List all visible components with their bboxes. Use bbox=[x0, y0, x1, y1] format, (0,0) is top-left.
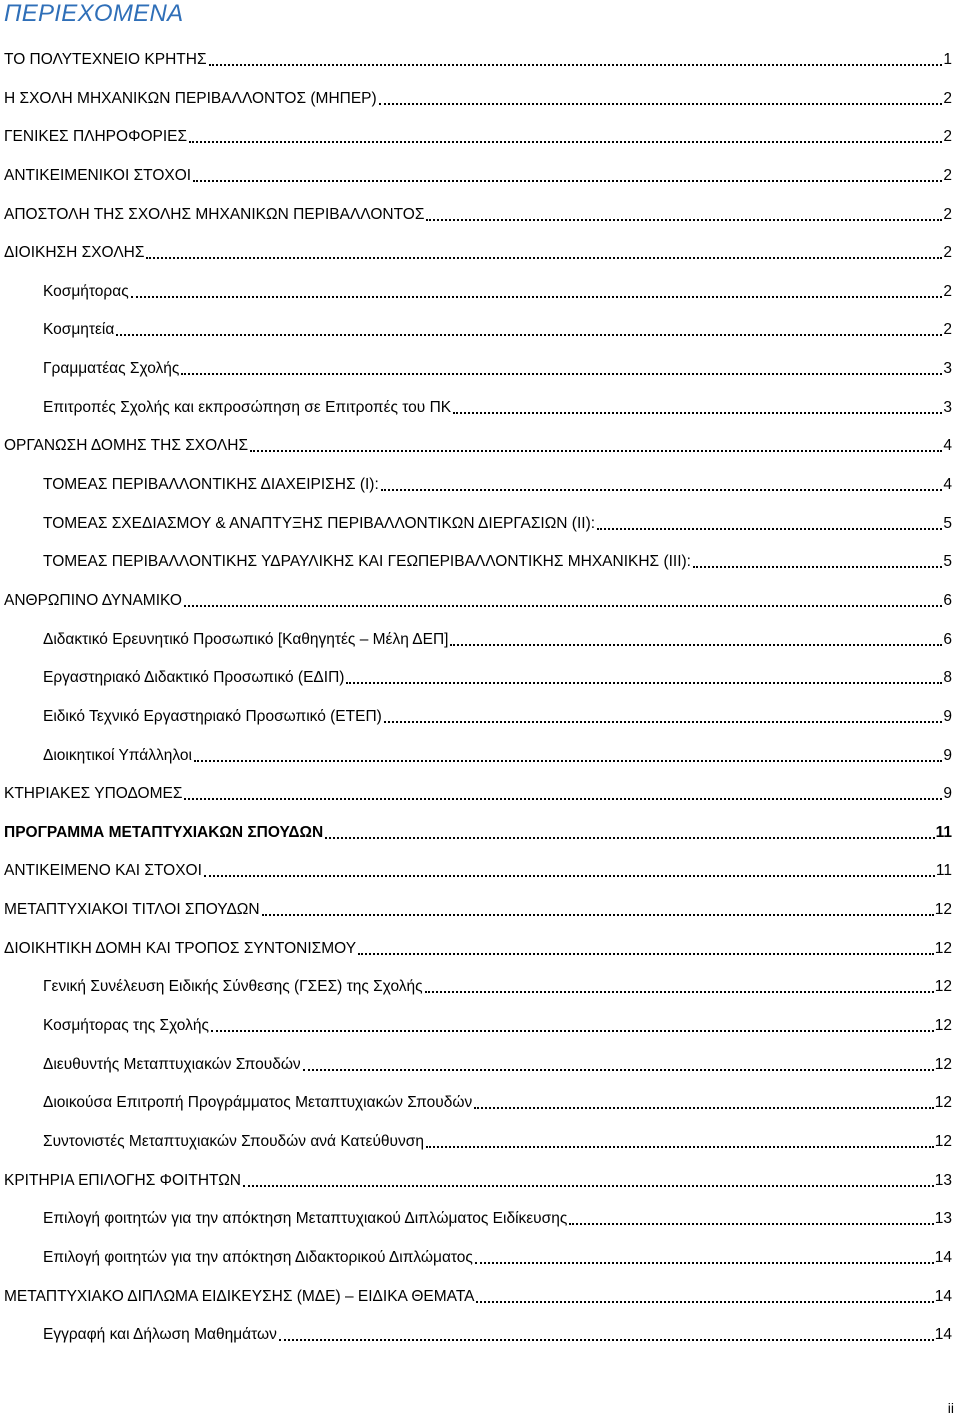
dot-leader bbox=[569, 1223, 933, 1225]
toc-entry-row bbox=[43, 744, 952, 766]
toc-entry-title: ΓΕΝΙΚΕΣ ΠΛΗΡΟΦΟΡΙΕΣ bbox=[4, 128, 188, 146]
toc-entry-row bbox=[43, 975, 952, 997]
table-of-contents bbox=[0, 41, 960, 1355]
toc-entry[interactable] bbox=[0, 311, 960, 350]
dot-leader bbox=[189, 141, 942, 143]
dot-leader bbox=[425, 991, 934, 993]
toc-entry-row bbox=[4, 87, 952, 109]
toc-entry-title: Εγγραφή και Δήλωση Μαθημάτων bbox=[43, 1326, 277, 1344]
toc-entry-row bbox=[43, 357, 952, 379]
toc-entry-title: ΤΟΜΕΑΣ ΣΧΕΔΙΑΣΜΟΥ & ΑΝΑΠΤΥΞΗΣ ΠΕΡΙΒΑΛΛΟΝΤΙΚΩΝ ΔΙΕΡΓΑΣΙΩΝ (ΙΙ): bbox=[43, 514, 596, 532]
toc-entry-page-number: 11 bbox=[935, 862, 952, 880]
toc-entry[interactable] bbox=[0, 273, 960, 312]
toc-entry-page-number: 6 bbox=[943, 591, 952, 609]
toc-entry-title: Ειδικό Τεχνικό Εργαστηριακό Προσωπικό (ΕΤΕΠ) bbox=[43, 707, 382, 725]
toc-entry[interactable] bbox=[0, 505, 960, 544]
toc-entry-title: ΑΝΘΡΩΠΙΝΟ ΔΥΝΑΜΙΚΟ bbox=[4, 591, 182, 609]
toc-entry-title: Επιλογή φοιτητών για την απόκτηση Διδακτορικού Διπλώματος bbox=[43, 1248, 473, 1266]
toc-entry[interactable] bbox=[0, 543, 960, 582]
toc-entry-title: ΟΡΓΑΝΩΣΗ ΔΟΜΗΣ ΤΗΣ ΣΧΟΛΗΣ bbox=[4, 437, 249, 455]
dot-leader bbox=[325, 837, 934, 839]
dot-leader bbox=[116, 334, 942, 336]
dot-leader bbox=[693, 566, 942, 568]
toc-entry-row bbox=[43, 318, 952, 340]
dot-leader bbox=[379, 103, 943, 105]
toc-entry-title: Γενική Συνέλευση Ειδικής Σύνθεσης (ΓΣΕΣ) της Σχολής bbox=[43, 978, 423, 996]
toc-entry-page-number: 4 bbox=[943, 437, 952, 455]
toc-entry-page-number: 11 bbox=[935, 823, 952, 841]
toc-entry-row bbox=[43, 1014, 952, 1036]
toc-entry[interactable] bbox=[0, 659, 960, 698]
toc-entry-row bbox=[43, 628, 952, 650]
toc-entry-page-number: 6 bbox=[943, 630, 952, 648]
dot-leader bbox=[184, 605, 942, 607]
toc-entry-title: ΜΕΤΑΠΤΥΧΙΑΚΟ ΔΙΠΛΩΜΑ ΕΙΔΙΚΕΥΣΗΣ (ΜΔΕ) – ΕΙΔΙΚΑ ΘΕΜΑΤΑ bbox=[4, 1287, 475, 1305]
toc-entry[interactable] bbox=[0, 41, 960, 80]
toc-entry-title: Κοσμήτορας bbox=[43, 282, 129, 300]
toc-entry-row bbox=[4, 1169, 952, 1191]
toc-entry[interactable] bbox=[0, 737, 960, 776]
toc-entry-title: ΚΤΗΡΙΑΚΕΣ ΥΠΟΔΟΜΕΣ bbox=[4, 785, 183, 803]
dot-leader bbox=[597, 528, 942, 530]
dot-leader bbox=[346, 682, 942, 684]
toc-entry-row bbox=[4, 821, 952, 843]
toc-entry-row bbox=[43, 1053, 952, 1075]
dot-leader bbox=[131, 296, 943, 298]
toc-entry-page-number: 12 bbox=[934, 978, 952, 996]
dot-leader bbox=[475, 1262, 934, 1264]
toc-entry[interactable] bbox=[0, 466, 960, 505]
dot-leader bbox=[243, 1185, 934, 1187]
dot-leader bbox=[262, 914, 934, 916]
toc-entry-page-number: 2 bbox=[943, 166, 952, 184]
toc-entry-page-number: 2 bbox=[943, 128, 952, 146]
dot-leader bbox=[474, 1107, 934, 1109]
dot-leader bbox=[209, 64, 943, 66]
toc-entry-title: ΑΝΤΙΚΕΙΜΕΝΙΚΟΙ ΣΤΟΧΟΙ bbox=[4, 166, 192, 184]
toc-entry[interactable] bbox=[0, 621, 960, 660]
toc-entry-page-number: 2 bbox=[943, 244, 952, 262]
toc-entry-row bbox=[4, 164, 952, 186]
toc-entry-row bbox=[43, 512, 952, 534]
dot-leader bbox=[250, 450, 942, 452]
toc-entry[interactable] bbox=[0, 891, 960, 930]
dot-leader bbox=[211, 1030, 934, 1032]
toc-entry-title: ΤΟ ΠΟΛΥΤΕΧΝΕΙΟ ΚΡΗΤΗΣ bbox=[4, 51, 207, 68]
toc-entry-row bbox=[43, 550, 952, 572]
toc-entry[interactable] bbox=[0, 1200, 960, 1239]
toc-entry-title: Διοικητικοί Υπάλληλοι bbox=[43, 746, 192, 764]
toc-entry-title: ΜΕΤΑΠΤΥΧΙΑΚΟΙ ΤΙΤΛΟΙ ΣΠΟΥΔΩΝ bbox=[4, 901, 260, 919]
toc-entry-title: ΑΝΤΙΚΕΙΜΕΝΟ ΚΑΙ ΣΤΟΧΟΙ bbox=[4, 862, 202, 880]
toc-entry-page-number: 13 bbox=[934, 1210, 952, 1228]
toc-entry-title: Επιλογή φοιτητών για την απόκτηση Μεταπτυχιακού Διπλώματος Ειδίκευσης bbox=[43, 1210, 568, 1228]
dot-leader bbox=[426, 1146, 934, 1148]
toc-entry-row bbox=[43, 473, 952, 495]
toc-entry-title: ΤΟΜΕΑΣ ΠΕΡΙΒΑΛΛΟΝΤΙΚΗΣ ΥΔΡΑΥΛΙΚΗΣ ΚΑΙ ΓΕΩΠΕΡΙΒΑΛΛΟΝΤΙΚΗΣ ΜΗΧΑΝΙΚΗΣ (ΙΙΙ): bbox=[43, 553, 691, 571]
toc-entry-row bbox=[43, 1207, 952, 1229]
dot-leader bbox=[358, 953, 934, 955]
dot-leader bbox=[381, 489, 943, 491]
page-title: ΠΕΡΙΕΧΟΜΕΝΑ bbox=[4, 0, 184, 27]
toc-entry-row bbox=[43, 1091, 952, 1113]
dot-leader bbox=[193, 180, 942, 182]
toc-entry[interactable] bbox=[0, 775, 960, 814]
toc-entry[interactable] bbox=[0, 1046, 960, 1085]
toc-entry-title: Διευθυντής Μεταπτυχιακών Σπουδών bbox=[43, 1055, 301, 1073]
toc-entry-title: Κοσμητεία bbox=[43, 321, 115, 339]
toc-entry-row bbox=[4, 125, 952, 147]
dot-leader bbox=[184, 798, 942, 800]
toc-entry[interactable] bbox=[0, 234, 960, 273]
toc-entry[interactable] bbox=[0, 582, 960, 621]
dot-leader bbox=[279, 1339, 934, 1341]
toc-entry-title: ΔΙΟΙΚΗΣΗ ΣΧΟΛΗΣ bbox=[4, 244, 145, 262]
toc-entry[interactable] bbox=[0, 118, 960, 157]
toc-entry-title: Επιτροπές Σχολής και εκπροσώπηση σε Επιτροπές του ΠΚ bbox=[43, 398, 452, 416]
toc-entry-row bbox=[4, 241, 952, 263]
toc-entry[interactable] bbox=[0, 814, 960, 853]
dot-leader bbox=[476, 1301, 933, 1303]
toc-entry-title: ΔΙΟΙΚΗΤΙΚΗ ΔΟΜΗ ΚΑΙ ΤΡΟΠΟΣ ΣΥΝΤΟΝΙΣΜΟΥ bbox=[4, 939, 357, 957]
toc-entry[interactable] bbox=[0, 1123, 960, 1162]
toc-entry-page-number: 14 bbox=[934, 1326, 952, 1344]
toc-entry-page-number: 1 bbox=[943, 51, 952, 68]
toc-entry-row bbox=[43, 1323, 952, 1345]
toc-entry-row bbox=[4, 1285, 952, 1307]
toc-entry[interactable] bbox=[0, 389, 960, 428]
dot-leader bbox=[146, 257, 942, 259]
toc-entry-title: ΤΟΜΕΑΣ ΠΕΡΙΒΑΛΛΟΝΤΙΚΗΣ ΔΙΑΧΕΙΡΙΣΗΣ (Ι): bbox=[43, 476, 379, 494]
toc-entry-title: Διοικούσα Επιτροπή Προγράμματος Μεταπτυχιακών Σπουδών bbox=[43, 1094, 473, 1112]
toc-entry-page-number: 14 bbox=[934, 1248, 952, 1266]
toc-entry-page-number: 2 bbox=[943, 89, 952, 107]
toc-entry-page-number: 4 bbox=[943, 476, 952, 494]
dot-leader bbox=[384, 721, 943, 723]
toc-entry-page-number: 12 bbox=[934, 1017, 952, 1035]
toc-entry-title: ΚΡΙΤΗΡΙΑ ΕΠΙΛΟΓΗΣ ΦΟΙΤΗΤΩΝ bbox=[4, 1171, 241, 1189]
toc-entry[interactable] bbox=[0, 196, 960, 235]
toc-entry-page-number: 5 bbox=[943, 514, 952, 532]
toc-entry-title: Κοσμήτορας της Σχολής bbox=[43, 1017, 209, 1035]
toc-entry-page-number: 14 bbox=[934, 1287, 952, 1305]
dot-leader bbox=[426, 219, 942, 221]
toc-entry-row bbox=[43, 1246, 952, 1268]
toc-entry[interactable] bbox=[0, 427, 960, 466]
toc-entry-row bbox=[43, 280, 952, 302]
toc-entry-row bbox=[4, 937, 952, 959]
toc-entry[interactable] bbox=[0, 698, 960, 737]
toc-entry[interactable] bbox=[0, 80, 960, 119]
toc-entry-title: Εργαστηριακό Διδακτικό Προσωπικό (ΕΔΙΠ) bbox=[43, 669, 345, 687]
toc-entry[interactable] bbox=[0, 852, 960, 891]
toc-entry-page-number: 12 bbox=[934, 1055, 952, 1073]
dot-leader bbox=[450, 644, 942, 646]
dot-leader bbox=[181, 373, 942, 375]
toc-entry[interactable] bbox=[0, 1084, 960, 1123]
toc-entry-page-number: 2 bbox=[943, 282, 952, 300]
toc-entry-page-number: 5 bbox=[943, 553, 952, 571]
toc-entry-row bbox=[4, 203, 952, 225]
toc-entry[interactable] bbox=[0, 930, 960, 969]
toc-entry-page-number: 3 bbox=[943, 398, 952, 416]
toc-entry-title: Η ΣΧΟΛΗ ΜΗΧΑΝΙΚΩΝ ΠΕΡΙΒΑΛΛΟΝΤΟΣ (ΜΗΠΕΡ) bbox=[4, 89, 377, 107]
toc-entry-page-number: 8 bbox=[943, 669, 952, 687]
toc-entry-row bbox=[4, 434, 952, 456]
toc-entry-row bbox=[4, 898, 952, 920]
toc-entry[interactable] bbox=[0, 1162, 960, 1201]
toc-entry[interactable] bbox=[0, 1007, 960, 1046]
toc-entry-title: ΠΡΟΓΡΑΜΜΑ ΜΕΤΑΠΤΥΧΙΑΚΩΝ ΣΠΟΥΔΩΝ bbox=[4, 823, 324, 841]
toc-entry-page-number: 3 bbox=[943, 360, 952, 378]
toc-entry-row bbox=[4, 859, 952, 881]
toc-entry-page-number: 2 bbox=[943, 321, 952, 339]
toc-entry-row bbox=[43, 666, 952, 688]
toc-entry-page-number: 12 bbox=[934, 939, 952, 957]
toc-entry[interactable] bbox=[0, 157, 960, 196]
toc-entry-page-number: 12 bbox=[934, 1132, 952, 1150]
dot-leader bbox=[303, 1069, 934, 1071]
page-number: ii bbox=[947, 1400, 954, 1416]
toc-entry[interactable] bbox=[0, 1316, 960, 1355]
toc-entry-title: Διδακτικό Ερευνητικό Προσωπικό [Καθηγητές – Μέλη ΔΕΠ] bbox=[43, 630, 449, 648]
toc-entry-page-number: 9 bbox=[943, 785, 952, 803]
toc-entry-title: ΑΠΟΣΤΟΛΗ ΤΗΣ ΣΧΟΛΗΣ ΜΗΧΑΝΙΚΩΝ ΠΕΡΙΒΑΛΛΟΝΤΟΣ bbox=[4, 205, 425, 223]
toc-entry-title: Συντονιστές Μεταπτυχιακών Σπουδών ανά Κατεύθυνση bbox=[43, 1132, 424, 1150]
toc-entry[interactable] bbox=[0, 1239, 960, 1278]
toc-entry-row bbox=[4, 48, 952, 70]
toc-entry-row bbox=[4, 589, 952, 611]
toc-entry-row bbox=[4, 782, 952, 804]
toc-entry-row bbox=[43, 1130, 952, 1152]
toc-entry-page-number: 9 bbox=[943, 746, 952, 764]
toc-entry-page-number: 12 bbox=[934, 1094, 952, 1112]
toc-entry[interactable] bbox=[0, 1278, 960, 1317]
dot-leader bbox=[204, 875, 935, 877]
toc-entry-page-number: 9 bbox=[943, 707, 952, 725]
toc-entry-row bbox=[43, 396, 952, 418]
toc-entry[interactable] bbox=[0, 968, 960, 1007]
toc-entry-page-number: 2 bbox=[943, 205, 952, 223]
toc-entry-row bbox=[43, 705, 952, 727]
toc-entry-title: Γραμματέας Σχολής bbox=[43, 360, 180, 378]
toc-entry[interactable] bbox=[0, 350, 960, 389]
dot-leader bbox=[194, 760, 942, 762]
toc-entry-page-number: 13 bbox=[934, 1171, 952, 1189]
dot-leader bbox=[453, 412, 942, 414]
toc-entry-page-number: 12 bbox=[934, 901, 952, 919]
